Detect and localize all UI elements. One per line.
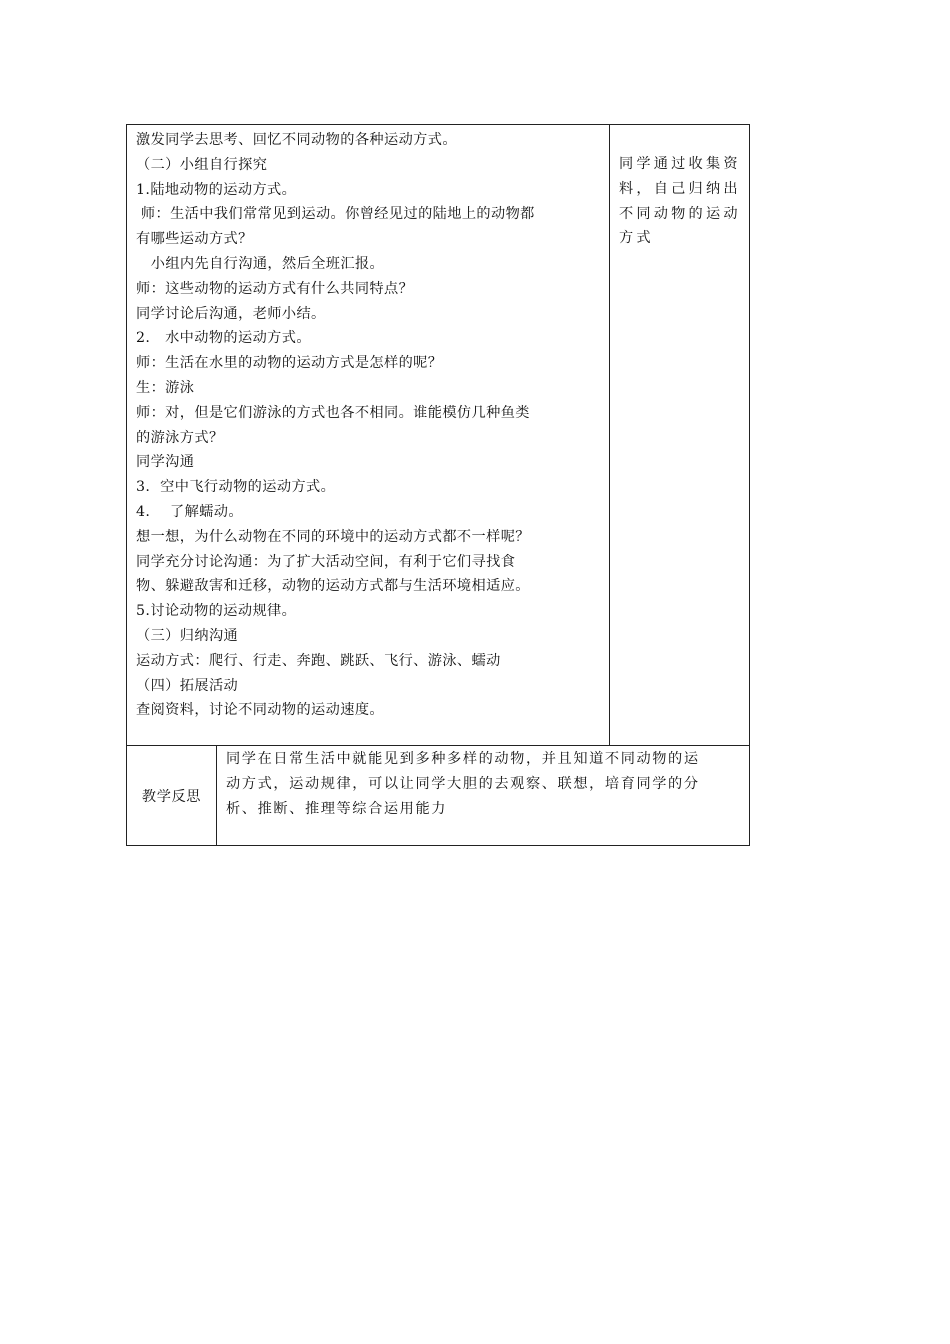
process-line: 有哪些运动方式？: [136, 231, 253, 248]
section-heading-extension: （四）拓展活动: [136, 677, 239, 694]
process-line: 同学沟通: [136, 454, 195, 471]
section-heading-group-inquiry: （二）小组自行探究: [136, 156, 268, 173]
process-line: 师：这些动物的运动方式有什么共同特点？: [136, 280, 414, 297]
process-line: 激发同学去思考、回忆不同动物的各种运动方式。: [136, 132, 457, 148]
process-line: 的游泳方式？: [136, 429, 224, 446]
reflection-row: [127, 746, 749, 845]
process-line: 小组内先自行沟通，然后全班汇报。: [136, 255, 385, 272]
activity-line: 不同动物的运动: [619, 205, 741, 222]
process-line: 想一想，为什么动物在不同的环境中的运动方式都不一样呢？: [136, 528, 530, 545]
process-line: 2. 水中动物的运动方式。: [136, 330, 311, 347]
teaching-process-text: [136, 128, 604, 723]
process-line: 5.讨论动物的运动规律。: [136, 603, 297, 620]
teaching-process-row: [127, 125, 749, 746]
activity-line: 料，自己归纳出: [619, 180, 741, 197]
student-activity-cell: [610, 125, 749, 745]
process-line: 同学充分讨论沟通：为了扩大活动空间，有利于它们寻找食: [136, 553, 516, 570]
student-activity-text: [619, 152, 743, 251]
reflection-cell: [217, 746, 749, 845]
activity-line: 同学通过收集资: [619, 156, 741, 172]
process-line: 查阅资料，讨论不同动物的运动速度。: [136, 702, 384, 719]
reflection-label: 教学反思: [127, 746, 217, 845]
process-line: 4. 了解蠕动。: [136, 503, 243, 520]
reflection-line: 动方式，运动规律，可以让同学大胆的去观察、联想，培育同学的分: [226, 775, 700, 792]
process-line: 生：游泳: [136, 379, 195, 396]
reflection-text: [226, 747, 744, 821]
reflection-line: 析、推断、推理等综合运用能力: [226, 800, 448, 817]
process-line: 1.陆地动物的运动方式。: [136, 181, 297, 198]
process-line: 同学讨论后沟通，老师小结。: [136, 305, 326, 322]
process-line: 3. 空中飞行动物的运动方式。: [136, 479, 336, 496]
process-line: 师：生活中我们常常见到运动。你曾经见过的陆地上的动物都: [136, 206, 535, 223]
process-line: 物、躲避敌害和迁移，动物的运动方式都与生活环境相适应。: [136, 578, 530, 595]
process-line: 师：生活在水里的动物的运动方式是怎样的呢？: [136, 355, 443, 372]
process-line: 师：对，但是它们游泳的方式也各不相同。谁能模仿几种鱼类: [136, 404, 530, 421]
process-line: 运动方式：爬行、行走、奔跑、跳跃、飞行、游泳、蠕动: [136, 652, 501, 669]
teaching-process-cell: [127, 125, 610, 745]
lesson-plan-table: [126, 124, 750, 846]
reflection-line: 同学在日常生活中就能见到多种多样的动物，并且知道不同动物的运: [226, 751, 700, 767]
activity-line: 方式: [619, 230, 654, 247]
section-heading-summary: （三）归纳沟通: [136, 627, 239, 644]
